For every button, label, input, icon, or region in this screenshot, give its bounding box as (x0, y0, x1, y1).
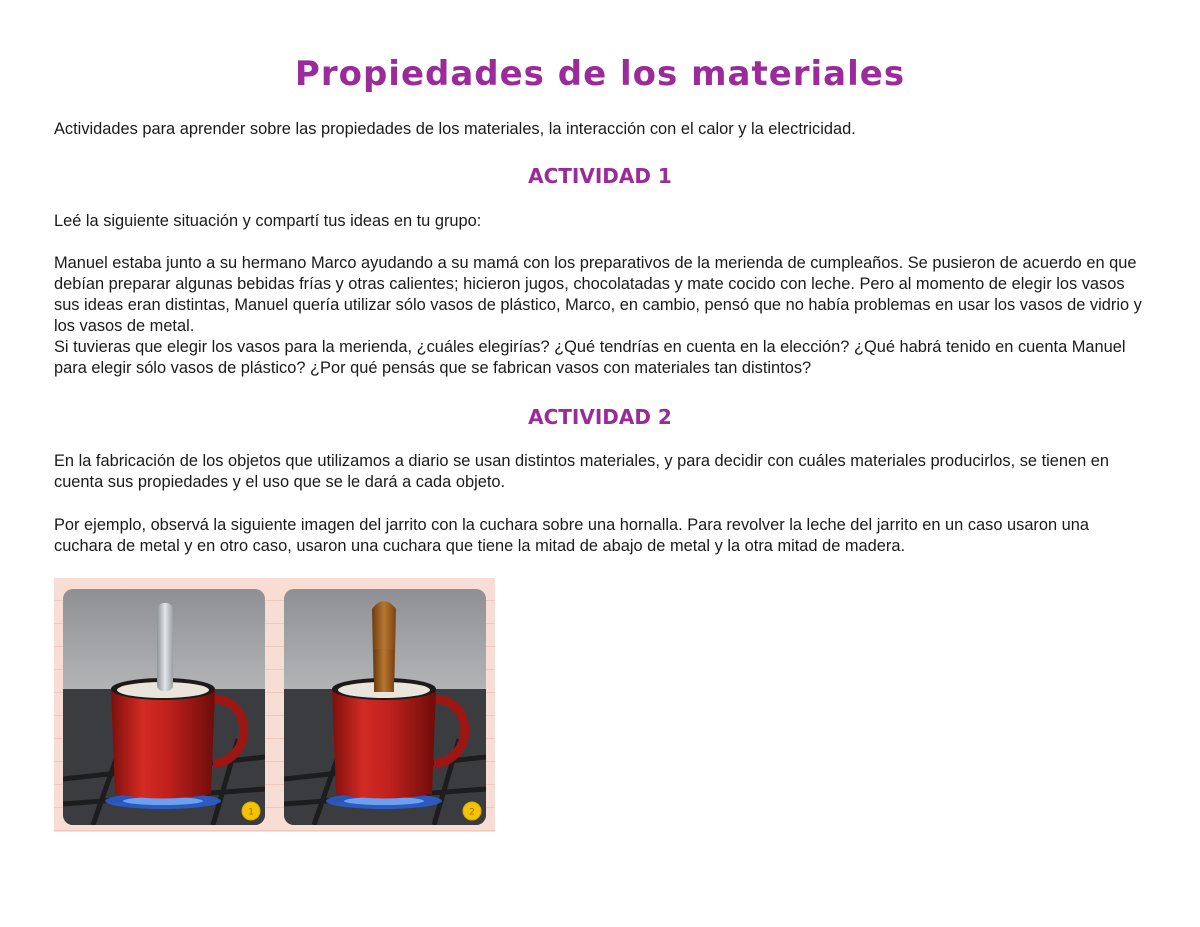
activity-2-paragraph-2: Por ejemplo, observá la siguiente imagen del jarrito con la cuchara sobre una hornalla. Para revolver la leche del jarrito en un caso usaron una cuchara de metal y en otro caso, usaron una cuchara que tiene la mitad de abajo de metal y la otra mitad de madera. (54, 516, 1090, 555)
activity-1-prompt: Leé la siguiente situación y compartí tus ideas en tu grupo: (54, 212, 482, 230)
mug-spoon-figure (54, 578, 495, 832)
mug-metal-spoon-illustration (63, 589, 265, 825)
page-title: Propiedades de los materiales (294, 54, 906, 94)
panel-wood-spoon (284, 589, 486, 825)
wooden-spoon-upper (374, 649, 394, 692)
activity-2-paragraph-1: En la fabricación de los objetos que utilizamos a diario se usan distintos materiales, y para decidir con cuáles materiales producirlos, se tienen en cuenta sus propiedades y el uso que se le dará a cada objeto. (54, 452, 1110, 491)
activity-1-heading: ACTIVIDAD 1 (528, 164, 672, 188)
red-mug (332, 689, 436, 799)
activity-1-questions: Si tuvieras que elegir los vasos para la merienda, ¿cuáles elegirías? ¿Qué tendrías en cuenta en la elección? ¿Qué habrá tenido en cuenta Manuel para elegir sólo vasos de plástico? ¿Por qué pensás que se fabrican vasos con materiales tan distintos? (54, 338, 1126, 377)
activity-2-heading: ACTIVIDAD 2 (528, 405, 672, 429)
badge-2-label: 2 (469, 807, 475, 818)
intro-text: Actividades para aprender sobre las propiedades de los materiales, la interacción con el calor y la electricidad. (54, 120, 856, 138)
panel-metal-spoon (63, 589, 265, 825)
mug-wood-spoon-illustration (284, 589, 486, 825)
red-mug (111, 689, 215, 799)
activity-1-story: Manuel estaba junto a su hermano Marco ayudando a su mamá con los preparativos de la merienda de cumpleaños. Se pusieron de acuerdo en que debían preparar algunas bebidas frías y otras calientes; hicieron jugos, chocolatadas y mate cocido con leche. Pero al momento de elegir los vasos sus ideas eran distintas, Manuel quería utilizar sólo vasos de plástico, Marco, en cambio, pensó que no había problemas en usar los vasos de vidrio y los vasos de metal. (54, 254, 1142, 335)
badge-1-label: 1 (248, 807, 254, 818)
metal-spoon-upper (157, 649, 173, 691)
